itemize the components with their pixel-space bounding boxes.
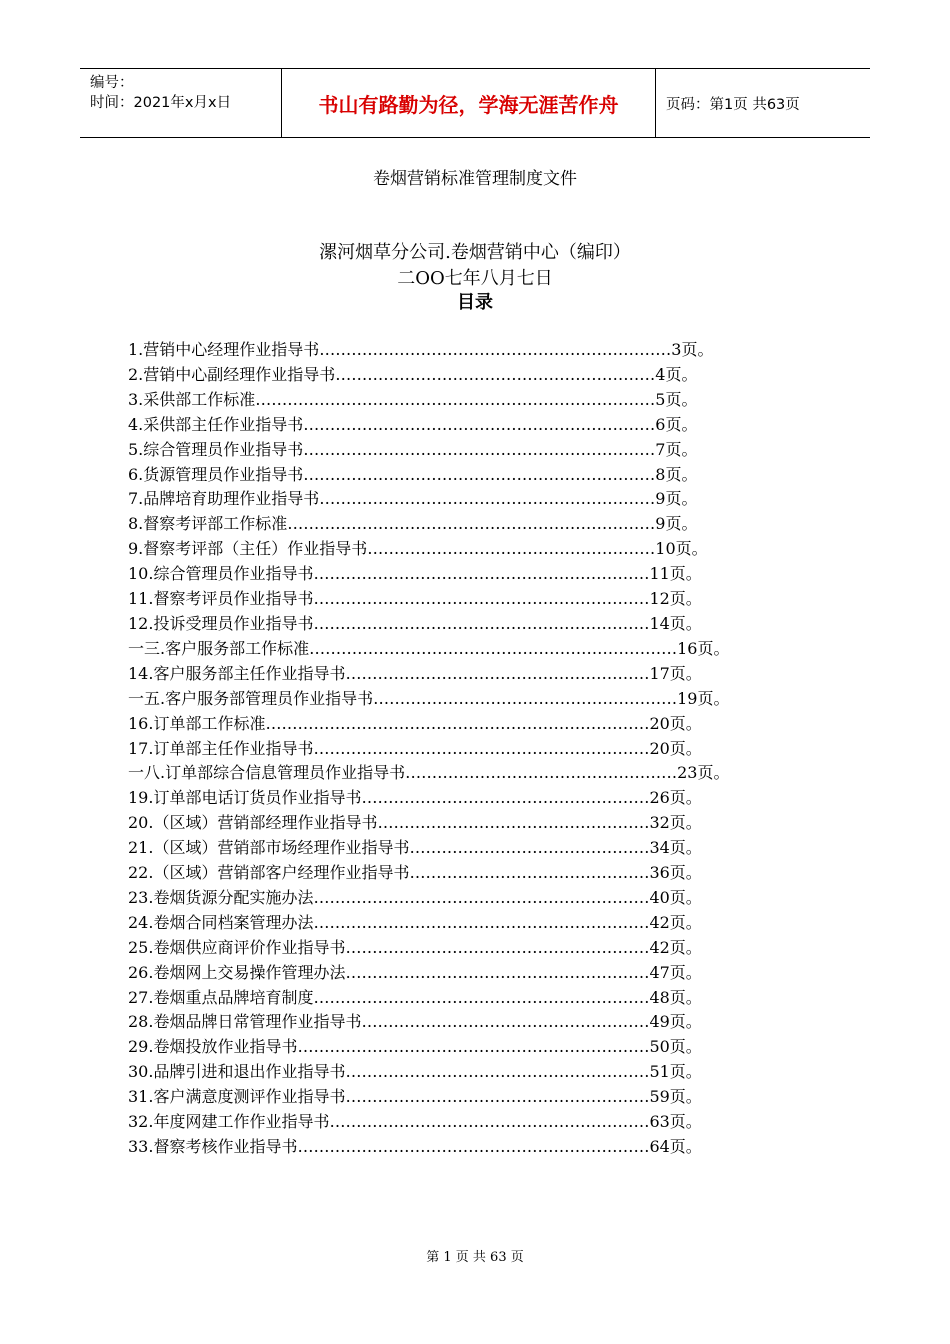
table-of-contents <box>128 338 848 1160</box>
toc-item[interactable]: 9.督察考评部（主任）作业指导书………………………………………………10页。 <box>128 539 708 559</box>
toc-item[interactable]: 7.品牌培育助理作业指导书………………………………………………………9页。 <box>128 489 698 509</box>
toc-item[interactable]: 25.卷烟供应商评价作业指导书…………………………………………………42页。 <box>128 937 702 957</box>
document-number-label: 编号： <box>90 75 134 91</box>
toc-item[interactable]: 10.综合管理员作业指导书………………………………………………………11页。 <box>128 564 702 584</box>
toc-item[interactable]: 23.卷烟货源分配实施办法………………………………………………………40页。 <box>128 887 702 907</box>
toc-item[interactable]: 19.订单部电话订货员作业指导书………………………………………………26页。 <box>128 788 702 808</box>
toc-item[interactable]: 一三.客户服务部工作标准……………………………………………………………16页。 <box>128 638 730 658</box>
toc-item[interactable]: 一八.订单部综合信息管理员作业指导书……………………………………………23页。 <box>128 763 730 783</box>
toc-item[interactable]: 20.（区域）营销部经理作业指导书……………………………………………32页。 <box>128 813 702 833</box>
toc-item[interactable]: 4.采供部主任作业指导书…………………………………………………………6页。 <box>128 414 698 434</box>
header-table <box>80 68 870 138</box>
date-line: 二OO七年八月七日 <box>397 268 553 289</box>
toc-item[interactable]: 3.采供部工作标准…………………………………………………………………5页。 <box>128 389 698 409</box>
toc-item[interactable]: 28.卷烟品牌日常管理作业指导书………………………………………………49页。 <box>128 1012 702 1032</box>
toc-item[interactable]: 26.卷烟网上交易操作管理办法…………………………………………………47页。 <box>128 962 702 982</box>
toc-item[interactable]: 12.投诉受理员作业指导书………………………………………………………14页。 <box>128 613 702 633</box>
header-meta-cell <box>80 69 282 137</box>
document-title: 卷烟营销标准管理制度文件 <box>373 169 577 189</box>
header-motto: 书山有路勤为径，学海无涯苦作舟 <box>282 69 656 137</box>
toc-item[interactable]: 8.督察考评部工作标准……………………………………………………………9页。 <box>128 514 698 534</box>
page-footer: 第 1 页 共 63 页 <box>426 1250 524 1265</box>
toc-item[interactable]: 5.综合管理员作业指导书…………………………………………………………7页。 <box>128 439 698 459</box>
toc-item[interactable]: 1.营销中心经理作业指导书…………………………………………………………3页。 <box>128 340 714 359</box>
header-page-info: 页码：第1页 共63页 <box>666 96 800 113</box>
toc-item[interactable]: 24.卷烟合同档案管理办法………………………………………………………42页。 <box>128 912 702 932</box>
toc-item[interactable]: 29.卷烟投放作业指导书…………………………………………………………50页。 <box>128 1037 702 1057</box>
toc-item[interactable]: 21.（区域）营销部市场经理作业指导书………………………………………34页。 <box>128 838 702 858</box>
toc-item[interactable]: 33.督察考核作业指导书…………………………………………………………64页。 <box>128 1137 702 1156</box>
toc-heading: 目录 <box>457 292 493 313</box>
toc-item[interactable]: 2.营销中心副经理作业指导书……………………………………………………4页。 <box>128 364 698 384</box>
toc-item[interactable]: 6.货源管理员作业指导书…………………………………………………………8页。 <box>128 464 698 484</box>
toc-item[interactable]: 30.品牌引进和退出作业指导书…………………………………………………51页。 <box>128 1062 702 1082</box>
toc-item[interactable]: 32.年度网建工作作业指导书……………………………………………………63页。 <box>128 1112 702 1132</box>
document-time-label: 时间：2021年x月x日 <box>90 95 232 111</box>
toc-item[interactable]: 14.客户服务部主任作业指导书…………………………………………………17页。 <box>128 663 702 683</box>
toc-item[interactable]: 11.督察考评员作业指导书………………………………………………………12页。 <box>128 589 702 609</box>
toc-item[interactable]: 31.客户满意度测评作业指导书…………………………………………………59页。 <box>128 1087 702 1107</box>
toc-item[interactable]: 17.订单部主任作业指导书………………………………………………………20页。 <box>128 738 702 758</box>
toc-item[interactable]: 27.卷烟重点品牌培育制度………………………………………………………48页。 <box>128 987 702 1007</box>
toc-item[interactable]: 22.（区域）营销部客户经理作业指导书………………………………………36页。 <box>128 863 702 883</box>
toc-item[interactable]: 16.订单部工作标准………………………………………………………………20页。 <box>128 713 702 733</box>
toc-item[interactable]: 一五.客户服务部管理员作业指导书…………………………………………………19页。 <box>128 688 730 708</box>
organization-line: 漯河烟草分公司.卷烟营销中心（编印） <box>319 242 631 263</box>
